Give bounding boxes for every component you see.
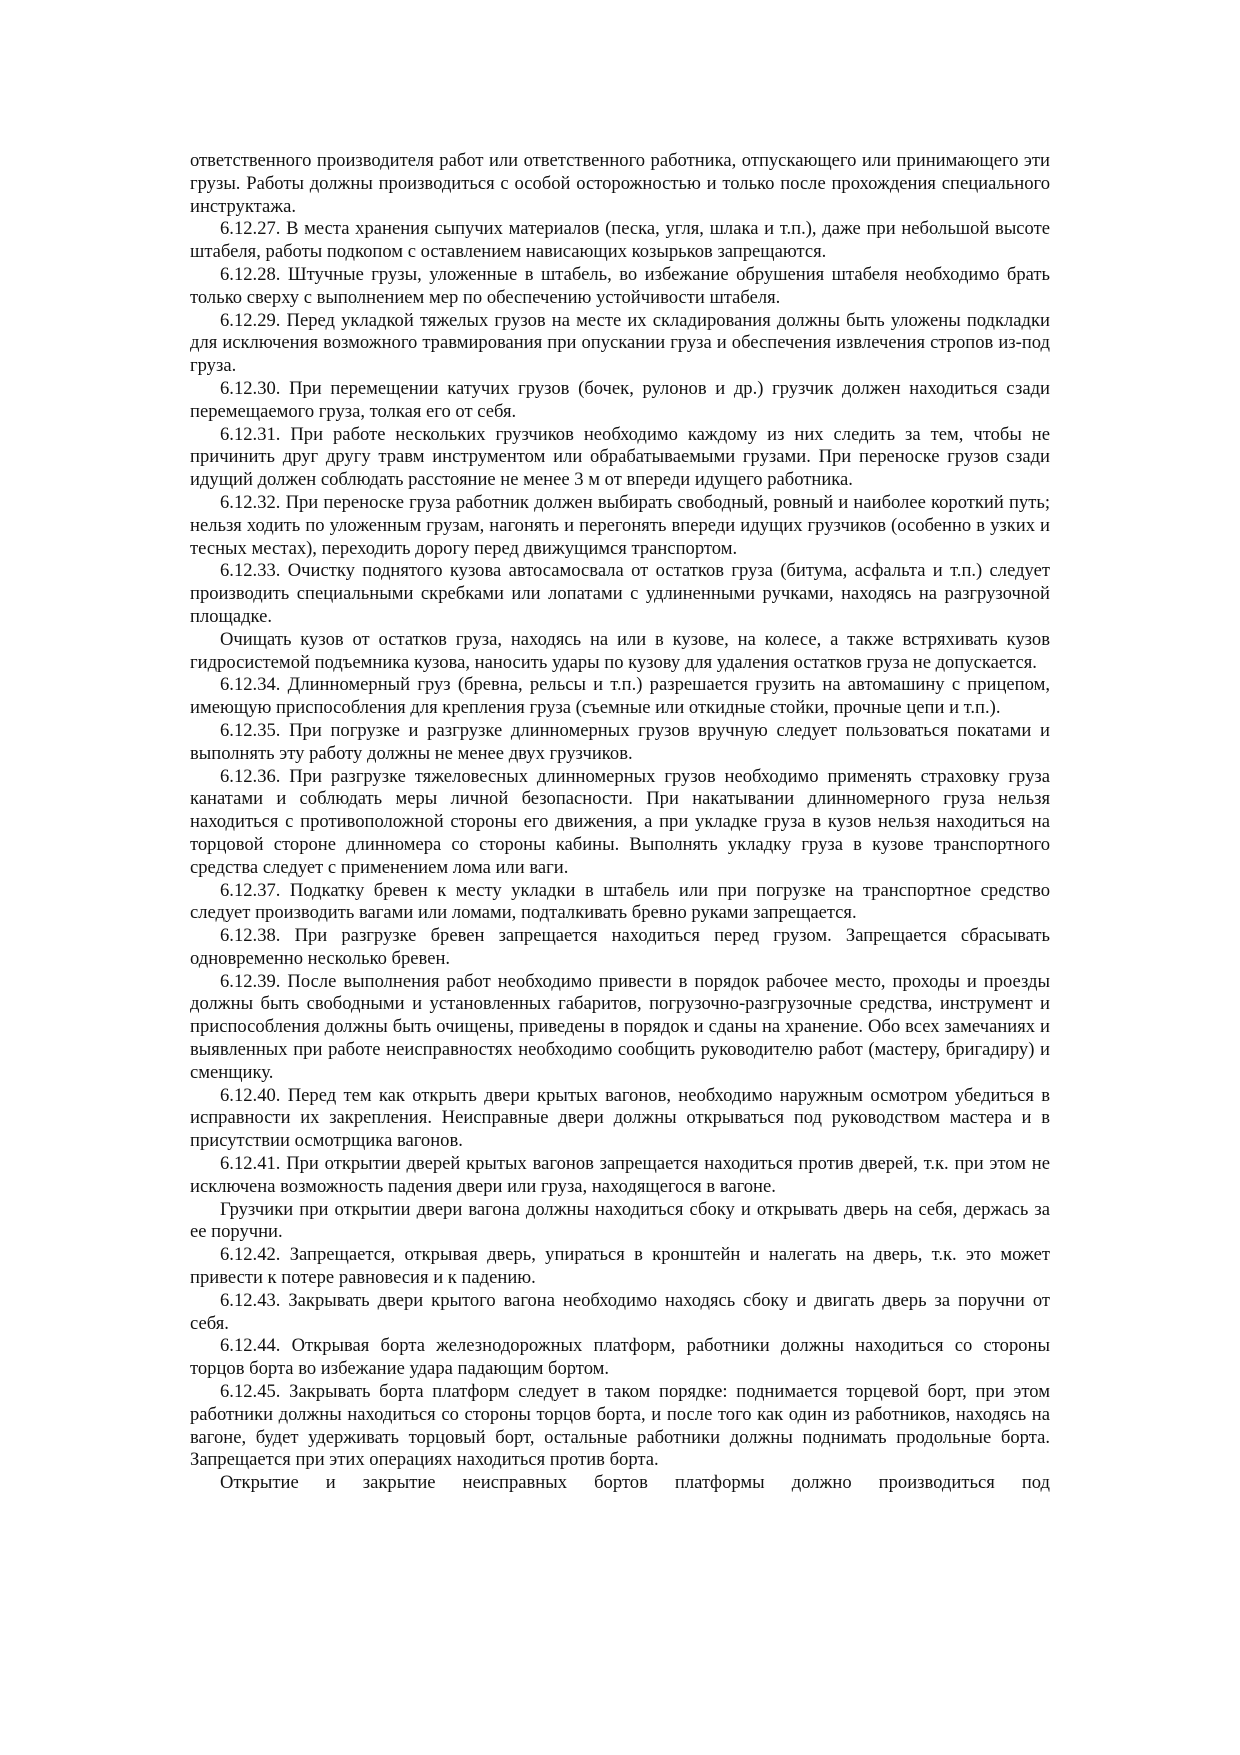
paragraph-6-12-43: 6.12.43. Закрывать двери крытого вагона необходимо находясь сбоку и двигать дверь за поручни от себя.: [190, 1289, 1050, 1334]
paragraph-6-12-28: 6.12.28. Штучные грузы, уложенные в штабель, во избежание обрушения штабеля необходимо брать только сверху с выполнением мер по обеспечению устойчивости штабеля.: [190, 263, 1050, 308]
paragraph-6-12-31: 6.12.31. При работе нескольких грузчиков необходимо каждому из них следить за тем, чтобы не причинить друг другу травм инструментом или обрабатываемыми грузами. При переноске грузов сзади идущий должен соблюдать расстояние не менее 3 м от впереди идущего работника.: [190, 423, 1050, 491]
paragraph-6-12-44: 6.12.44. Открывая борта железнодорожных платформ, работники должны находиться со стороны торцов борта во избежание удара падающим бортом.: [190, 1335, 1050, 1380]
paragraph-6-12-35: 6.12.35. При погрузке и разгрузке длинномерных грузов вручную следует пользоваться покатами и выполнять эту работу должны не менее двух грузчиков.: [190, 719, 1050, 764]
paragraph-6-12-37: 6.12.37. Подкатку бревен к месту укладки в штабель или при погрузке на транспортное средство следует производить вагами или ломами, подталкивать бревно руками запрещается.: [190, 879, 1050, 924]
paragraph-6-12-45: 6.12.45. Закрывать борта платформ следует в таком порядке: поднимается торцевой борт, при этом работники должны находиться со стороны торцов борта, и после того как один из работников, находясь на вагоне, будет удерживать торцовый борт, остальные работники должны поднимать продольные борта. Запрещается при этих операциях находиться против борта.: [190, 1381, 1050, 1471]
paragraph-6-12-36: 6.12.36. При разгрузке тяжеловесных длинномерных грузов необходимо применять страховку груза канатами и соблюдать меры личной безопасности. При накатывании длинномерного груза нельзя находиться с противоположной стороны его движения, а при укладке груза в кузов нельзя находиться на торцовой стороне длинномера со стороны кабины. Выполнять укладку груза в кузове транспортного средства следует с применением лома или ваги.: [190, 765, 1050, 878]
paragraph-6-12-30: 6.12.30. При перемещении катучих грузов (бочек, рулонов и др.) грузчик должен находиться сзади перемещаемого груза, толкая его от себя.: [190, 377, 1050, 422]
document-page: [190, 150, 1050, 1495]
paragraph-body-truck-cleaning: Очищать кузов от остатков груза, находясь на или в кузове, на колесе, а также встряхивать кузов гидросистемой подъемника кузова, наносить удары по кузову для удаления остатков груза не допускается.: [190, 628, 1050, 673]
paragraph-6-12-29: 6.12.29. Перед укладкой тяжелых грузов на месте их складирования должны быть уложены подкладки для исключения возможного травмирования при опускании груза и обеспечения извлечения стропов из-под груза.: [190, 309, 1050, 377]
paragraph-body-loaders-door: Грузчики при открытии двери вагона должны находиться сбоку и открывать дверь на себя, держась за ее поручни.: [190, 1198, 1050, 1243]
paragraph-6-12-40: 6.12.40. Перед тем как открыть двери крытых вагонов, необходимо наружным осмотром убедиться в исправности их закрепления. Неисправные двери должны открываться под руководством мастера и в присутствии осмотрщика вагонов.: [190, 1084, 1050, 1152]
paragraph-body-faulty-boards: Открытие и закрытие неисправных бортов платформы должно производиться под: [220, 1472, 1050, 1494]
paragraph-6-12-27: 6.12.27. В места хранения сыпучих материалов (песка, угля, шлака и т.п.), даже при небольшой высоте штабеля, работы подкопом с оставлением нависающих козырьков запрещаются.: [190, 218, 1050, 263]
paragraph-6-12-34: 6.12.34. Длинномерный груз (бревна, рельсы и т.п.) разрешается грузить на автомашину с прицепом, имеющую приспособления для крепления груза (съемные или откидные стойки, прочные цепи и т.п.).: [190, 674, 1050, 719]
paragraph-continuation: ответственного производителя работ или ответственного работника, отпускающего или принимающего эти грузы. Работы должны производиться с особой осторожностью и только после прохождения специального инструктажа.: [190, 150, 1050, 217]
paragraph-6-12-39: 6.12.39. После выполнения работ необходимо привести в порядок рабочее место, проходы и проезды должны быть свободными и установленных габаритов, погрузочно-разгрузочные средства, инструмент и приспособления должны быть очищены, приведены в порядок и сданы на хранение. Обо всех замечаниях и выявленных при работе неисправностях необходимо сообщить руководителю работ (мастеру, бригадиру) и сменщику.: [190, 970, 1050, 1083]
paragraph-6-12-42: 6.12.42. Запрещается, открывая дверь, упираться в кронштейн и налегать на дверь, т.к. это может привести к потере равновесия и к падению.: [190, 1244, 1050, 1289]
paragraph-6-12-33: 6.12.33. Очистку поднятого кузова автосамосвала от остатков груза (битума, асфальта и т.п.) следует производить специальными скребками или лопатами с удлиненными ручками, находясь на разгрузочной площадке.: [190, 560, 1050, 627]
paragraph-6-12-38: 6.12.38. При разгрузке бревен запрещается находиться перед грузом. Запрещается сбрасывать одновременно несколько бревен.: [190, 925, 1050, 969]
paragraph-6-12-32: 6.12.32. При переноске груза работник должен выбирать свободный, ровный и наиболее короткий путь; нельзя ходить по уложенным грузам, нагонять и перегонять впереди идущих грузчиков (особенно в узких и тесных местах), переходить дорогу перед движущимся транспортом.: [190, 491, 1050, 559]
paragraph-6-12-41: 6.12.41. При открытии дверей крытых вагонов запрещается находиться против дверей, т.к. при этом не исключена возможность падения двери или груза, находящегося в вагоне.: [190, 1153, 1050, 1197]
